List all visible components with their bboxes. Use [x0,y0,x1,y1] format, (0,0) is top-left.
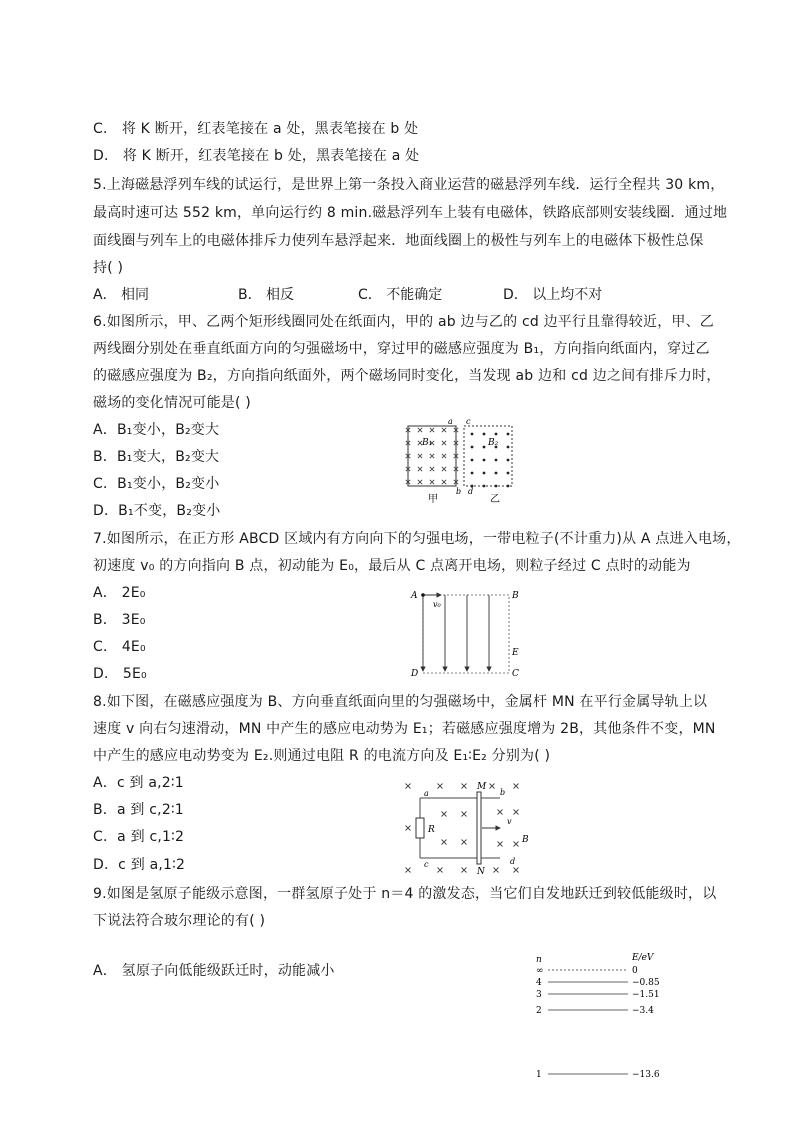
q7-label-v0: v₀ [433,600,441,609]
q8-label-d: d [510,857,516,866]
q6-label-jia: 甲 [428,494,438,505]
field-cross-mark [430,454,434,458]
field-cross-mark [418,454,422,458]
q6-stem-line-3: 的磁感应强度为 B₂，方向指向纸面外，两个磁场同时变化，当发现 ab 边和 cd 边之间有排斥力时， [93,368,721,384]
q8-label-b: b [500,788,506,797]
q9-stem-line-1: 9.如图是氢原子能级示意图，一群氢原子处于 n＝4 的激发态，当它们自发地跃迁到较低能级时，以 [93,886,717,902]
q8-rail-figure [400,778,540,878]
q8-label-c: c [424,860,429,869]
q9-level-energy-label: −13.6 [632,1070,660,1080]
field-cross-mark [494,868,499,873]
q5-stem-line-2: 最高时速可达 552 km，单向运行约 8 min.磁悬浮列车上装有电磁体，铁路底部则安装线圈．通过地 [93,205,728,221]
field-cross-mark [514,842,519,847]
q9-level-n-label: 4 [536,978,542,988]
field-dot-mark [507,459,510,462]
q6-label-b: b [456,487,462,496]
q9-level-n-label: 3 [536,990,542,1000]
q5-stem-line-3: 面线圈与列车上的电磁体排斥力使列车悬浮起来．地面线圈上的极性与列车上的电磁体下极性总保 [93,233,704,249]
q6-stem-line-2: 两线圈分别处在垂直纸面方向的匀强磁场中，穿过甲的磁感应强度为 B₁，方向指向纸面内，穿过乙 [93,341,710,357]
q5-option-d: D． 以上均不对 [503,287,603,303]
field-cross-mark [438,784,443,789]
q9-option-a: A． 氢原子向低能级跃迁时，动能减小 [93,963,335,979]
field-dot-mark [471,433,474,436]
q6-option-a: A．B₁变小，B₂变大 [93,422,220,438]
q6-option-c: C．B₁变小，B₂变小 [93,476,220,492]
field-cross-mark [430,480,434,484]
q9-level-energy-label: 0 [632,966,638,976]
q8-label-m: M [477,782,487,792]
q8-option-b: B．a 到 c,2∶1 [93,802,184,818]
q9-energy-level-diagram [528,946,678,1086]
q6-label-b2: B₂ [488,438,499,448]
q8-option-d: D．c 到 a,1∶2 [93,857,186,873]
field-dot-mark [471,459,474,462]
q6-label-d: d [468,487,474,496]
field-cross-mark [430,428,434,432]
q6-label-b1: B₁ [422,438,433,448]
q6-option-b: B．B₁变大，B₂变大 [93,449,220,465]
q7-particle [421,593,425,597]
q8-label-b-field: B [522,835,529,845]
field-cross-mark [438,868,443,873]
q5-option-b: B． 相反 [238,287,295,303]
q6-label-c: c [466,417,471,426]
q7-label-a: A [411,591,418,601]
q4-option-d: D． 将 K 断开，红表笔接在 b 处，黑表笔接在 a 处 [93,148,420,164]
field-cross-mark [498,810,503,815]
q7-label-b: B [512,591,519,601]
q7-stem-line-1: 7.如图所示，在正方形 ABCD 区域内有方向向下的匀强电场，一带电粒子(不计重力)从 A 点进入电场， [93,531,741,547]
q8-option-a: A．c 到 a,2∶1 [93,775,184,791]
q6-stem-line-4: 磁场的变化情况可能是( ) [93,395,251,411]
field-cross-mark [406,784,411,789]
q6-field-into-page-marks [406,428,458,484]
field-cross-mark [514,868,519,873]
q5-option-a: A． 相同 [93,287,150,303]
field-cross-mark [462,812,467,817]
field-cross-mark [442,428,446,432]
q8-stem-line-2: 速度 v 向右匀速滑动，MN 中产生的感应电动势为 E₁；若磁感应强度增为 2B，其他条件不变，MN [93,721,716,737]
q5-stem-line-4: 持( ) [93,260,124,276]
field-dot-mark [483,472,486,475]
q7-field-figure [405,585,525,680]
field-cross-mark [442,454,446,458]
field-cross-mark [418,480,422,484]
field-cross-mark [442,441,446,445]
field-cross-mark [514,810,519,815]
field-cross-mark [418,428,422,432]
field-cross-mark [406,868,411,873]
field-dot-mark [471,472,474,475]
field-cross-mark [442,812,447,817]
field-dot-mark [495,459,498,462]
field-cross-mark [490,784,495,789]
q9-level-n-label: 2 [536,1006,542,1016]
field-cross-mark [498,842,503,847]
q7-option-d: D． 5E₀ [93,666,147,682]
field-dot-mark [507,446,510,449]
q7-label-d: D [411,669,419,679]
field-dot-mark [483,433,486,436]
q8-label-a: a [424,789,429,798]
q5-option-c: C． 不能确定 [358,287,443,303]
q9-level-energy-label: −1.51 [632,990,660,1000]
field-cross-mark [462,868,467,873]
q9-energy-header: E/eV [632,953,654,963]
q8-resistor [416,818,424,838]
q9-n-header: n [536,955,542,965]
q9-levels-group [536,966,660,1080]
q8-stem-line-3: 中产生的感应电动势变为 E₂.则通过电阻 R 的电流方向及 E₁∶E₂ 分别为( ) [93,748,551,764]
field-cross-mark [430,467,434,471]
field-cross-mark [442,840,447,845]
q7-option-a: A． 2E₀ [93,585,146,601]
field-dot-mark [483,446,486,449]
q9-level-n-label: ∞ [536,966,544,976]
q8-label-n: N [477,867,485,877]
field-cross-mark [462,840,467,845]
q7-label-e: E [512,648,519,658]
q8-option-c: C．a 到 c,1∶2 [93,829,185,845]
q6-stem-line-1: 6.如图所示，甲、乙两个矩形线圈同处在纸面内，甲的 ab 边与乙的 cd 边平行且靠得较近，甲、乙 [93,314,715,330]
field-cross-mark [462,784,467,789]
q8-stem-line-1: 8.如下图，在磁感应强度为 B、方向垂直纸面向里的匀强磁场中，金属杆 MN 在平行金属导轨上以 [93,694,708,710]
field-dot-mark [507,433,510,436]
field-cross-mark [418,467,422,471]
field-cross-mark [442,467,446,471]
q6-label-a: a [448,417,453,426]
field-cross-mark [514,784,519,789]
field-cross-mark [442,480,446,484]
q9-level-n-label: 1 [536,1070,542,1080]
field-dot-mark [495,433,498,436]
field-dot-mark [483,459,486,462]
q9-level-energy-label: −3.4 [632,1006,654,1016]
field-dot-mark [507,472,510,475]
field-cross-mark [406,826,411,831]
q7-option-c: C． 4E₀ [93,639,146,655]
q6-coil-figure [398,416,538,508]
q9-stem-line-2: 下说法符合玻尔理论的有( ) [93,913,266,929]
q6-option-d: D．B₁不变，B₂变小 [93,503,221,519]
q9-level-energy-label: −0.85 [632,978,660,988]
q5-stem-line-1: 5.上海磁悬浮列车线的试运行，是世界上第一条投入商业运营的磁悬浮列车线．运行全程共 30 km， [93,177,725,193]
q8-rod-mn [477,792,481,864]
q8-label-v: v [507,817,512,826]
field-dot-mark [495,472,498,475]
q4-option-c: C． 将 K 断开，红表笔接在 a 处，黑表笔接在 b 处 [93,121,419,137]
q7-option-b: B． 3E₀ [93,612,146,628]
q7-label-c: C [512,669,519,679]
field-dot-mark [471,446,474,449]
q6-label-yi: 乙 [490,494,500,505]
q8-label-r: R [428,825,435,835]
q7-stem-line-2: 初速度 v₀ 的方向指向 B 点，初动能为 E₀，最后从 C 点离开电场，则粒子经过 C 点时的动能为 [93,558,691,574]
